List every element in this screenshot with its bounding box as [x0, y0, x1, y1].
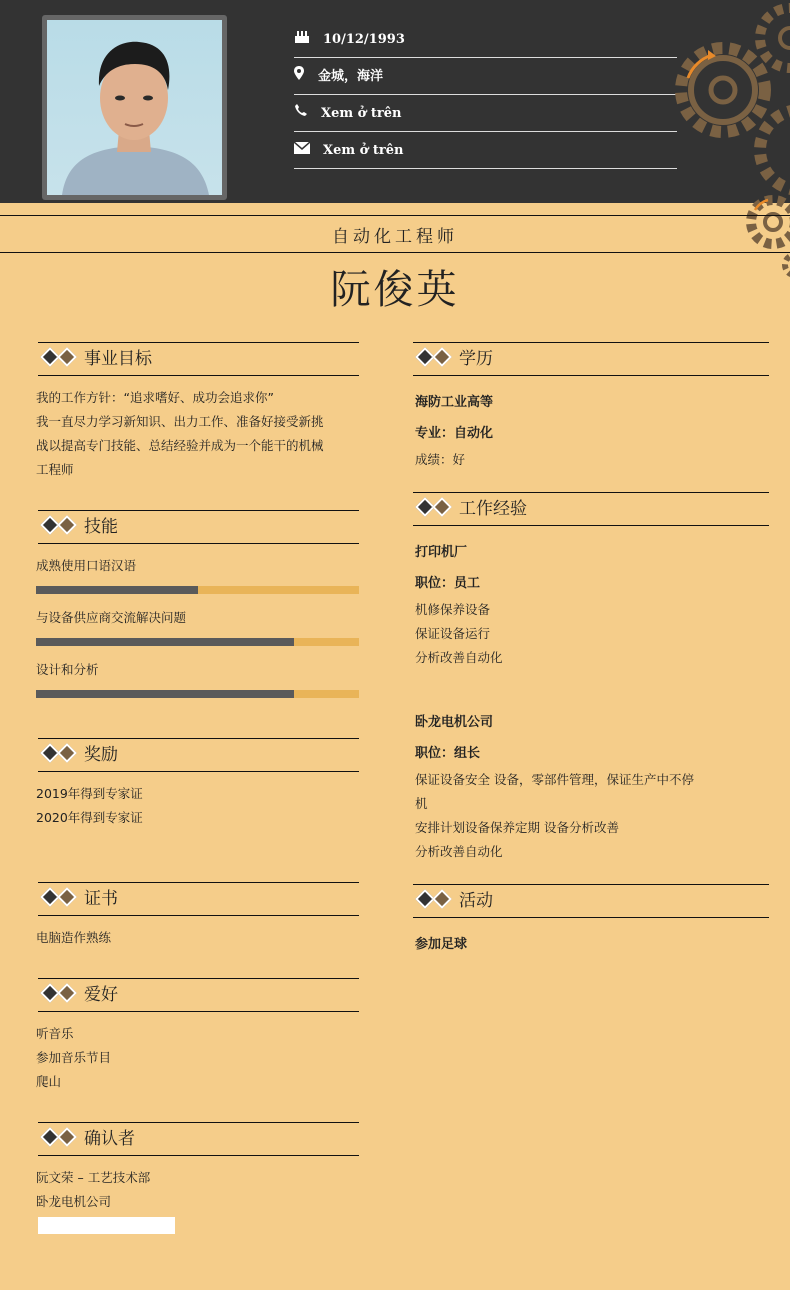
- diamond-icon: [57, 983, 77, 1003]
- hobby-line: 参加音乐节目: [36, 1050, 112, 1065]
- job-duty: 分析改善自动化: [415, 844, 503, 859]
- section-activities: 活动: [413, 884, 769, 918]
- birthday-cake-icon: [294, 21, 318, 58]
- job-duty: 机: [415, 796, 428, 811]
- person-portrait: [47, 20, 222, 195]
- contact-email: Xem ở trên: [294, 132, 677, 169]
- reference-line: 阮文荣 – 工艺技术部: [36, 1170, 151, 1185]
- job-company: 卧龙电机公司: [415, 715, 494, 730]
- reference-line: 卧龙电机公司: [36, 1194, 112, 1209]
- right-gear-icon: [760, 110, 790, 190]
- diamond-icon: [57, 743, 77, 763]
- career-line: 战以提高专门技能、总结经验并成为一个能干的机械: [36, 438, 324, 453]
- skill-bar: [36, 586, 359, 594]
- location-pin-icon: [294, 58, 318, 95]
- job-duty: 保证设备运行: [415, 626, 491, 641]
- hobby-line: 爬山: [36, 1074, 62, 1089]
- job-duty: 分析改善自动化: [415, 650, 503, 665]
- activity-line: 参加足球: [415, 937, 468, 952]
- diamond-icon: [57, 1127, 77, 1147]
- diamond-icon: [57, 347, 77, 367]
- education-school: 海防工业高等: [415, 395, 494, 410]
- section-hobbies: 爱好: [38, 978, 359, 1012]
- certificate-line: 电脑造作熟练: [36, 930, 112, 945]
- diamond-icon: [57, 887, 77, 907]
- skill-label: 与设备供应商交流解决问题: [36, 610, 187, 625]
- award-line: 2020年得到专家证: [36, 810, 143, 825]
- skill-bar: [36, 690, 359, 698]
- phone-icon: [294, 95, 318, 132]
- skill-label: 设计和分析: [36, 662, 99, 677]
- career-line: 工程师: [36, 462, 74, 477]
- section-experience: 工作经验: [413, 492, 769, 526]
- job-duty: 机修保养设备: [415, 602, 491, 617]
- job-position: 职位：员工: [415, 576, 481, 591]
- section-certificates: 证书: [38, 882, 359, 916]
- education-grade: 成绩：好: [415, 452, 466, 467]
- diamond-icon: [432, 889, 452, 909]
- diamond-icon: [432, 497, 452, 517]
- job-duty: 保证设备安全 设备，零部件管理，保证生产中不停: [415, 772, 694, 787]
- profile-photo: [42, 15, 227, 200]
- section-career-goal: 事业目标: [38, 342, 359, 376]
- contact-phone: Xem ở trên: [294, 95, 677, 132]
- top-right-gear-icon: [760, 8, 790, 68]
- education-major: 专业：自动化: [415, 426, 494, 441]
- large-gear-icon: [681, 48, 765, 132]
- skill-bar: [36, 638, 359, 646]
- job-position: 职位：组长: [415, 746, 481, 761]
- job-title: 自动化工程师: [332, 227, 458, 247]
- hobby-line: 听音乐: [36, 1026, 74, 1041]
- award-line: 2019年得到专家证: [36, 786, 143, 801]
- diamond-icon: [432, 347, 452, 367]
- contact-birthday: 10/12/1993: [294, 21, 677, 58]
- career-line: 我的工作方针：“追求嗜好、成功会追求你”: [36, 390, 274, 405]
- section-skills: 技能: [38, 510, 359, 544]
- job-duty: 安排计划设备保养定期 设备分析改善: [415, 820, 619, 835]
- envelope-icon: [294, 132, 318, 169]
- job-company: 打印机厂: [415, 545, 468, 560]
- person-name: 阮俊英: [330, 267, 460, 313]
- section-education: 学历: [413, 342, 769, 376]
- diamond-icon: [57, 515, 77, 535]
- career-line: 我一直尽力学习新知识、出力工作、准备好接受新挑: [36, 414, 324, 429]
- skill-label: 成熟使用口语汉语: [36, 558, 137, 573]
- contact-address: 金城，海洋: [294, 58, 677, 95]
- section-awards: 奖励: [38, 738, 359, 772]
- signature-box: [38, 1217, 175, 1234]
- section-references: 确认者: [38, 1122, 359, 1156]
